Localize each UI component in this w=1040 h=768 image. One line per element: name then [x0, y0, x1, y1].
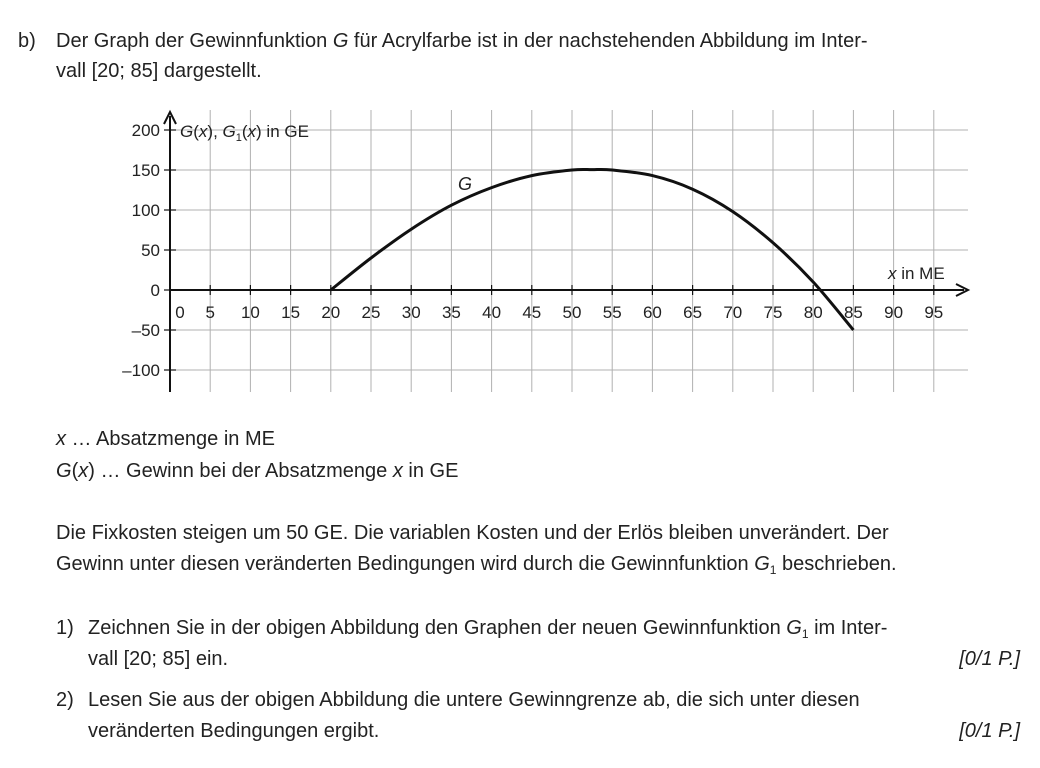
x-tick-label: 25: [361, 303, 381, 322]
x-tick-label: 45: [522, 303, 542, 322]
task-1-number: 1): [56, 617, 74, 639]
task-2-number: 2): [56, 689, 74, 711]
x-tick-label: 0: [175, 303, 185, 322]
definition-G: G(x) … Gewinn bei der Absatzmenge x in GE: [56, 460, 459, 482]
x-tick-label: 15: [281, 303, 301, 322]
y-axis-label: G(x), $G_1(x)$ in GE: [180, 122, 309, 144]
y-tick-label: 100: [131, 201, 160, 220]
chart-grid: [170, 110, 968, 392]
x-tick-label: 80: [803, 303, 823, 322]
part-label: b): [18, 30, 36, 52]
task-2-points: [0/1 P.]: [959, 720, 1020, 742]
x-tick-label: 75: [763, 303, 783, 322]
chart-axes: [164, 112, 968, 392]
x-tick-label: 90: [884, 303, 904, 322]
x-tick-label: 10: [240, 303, 260, 322]
x-tick-label: 60: [642, 303, 662, 322]
y-tick-label: –100: [122, 361, 160, 380]
x-tick-label: 5: [205, 303, 215, 322]
task-2-line-1: Lesen Sie aus der obigen Abbildung die untere Gewinngrenze ab, die sich unter diesen: [88, 689, 860, 711]
y-tick-label: 50: [141, 241, 160, 260]
y-tick-label: 150: [131, 161, 160, 180]
curve-label-G: G: [458, 174, 473, 194]
y-tick-label: –50: [131, 321, 160, 340]
x-tick-label: 35: [441, 303, 461, 322]
definition-x: x … Absatzmenge in ME: [56, 428, 275, 450]
paragraph-line-2: Gewinn unter diesen veränderten Bedingungen wird durch die Gewinnfunktion $G_1$ beschrieben.: [56, 553, 897, 577]
x-tick-label: 50: [562, 303, 582, 322]
task-1-line-2: vall [20; 85] ein.: [88, 648, 229, 670]
x-tick-label: 95: [924, 303, 944, 322]
x-tick-label: 40: [482, 303, 502, 322]
intro-line-1: Der Graph der Gewinnfunktion G für Acrylfarbe ist in der nachstehenden Abbildung im Inter-: [56, 30, 868, 52]
y-tick-label: 200: [131, 121, 160, 140]
task-1-points: [0/1 P.]: [959, 648, 1020, 670]
x-tick-label: 55: [602, 303, 622, 322]
x-axis-label: x in ME: [888, 264, 945, 283]
paragraph-line-1: Die Fixkosten steigen um 50 GE. Die variablen Kosten und der Erlös bleiben unverändert. Der: [56, 522, 889, 544]
x-tick-label: 65: [683, 303, 703, 322]
intro-line-2: vall [20; 85] dargestellt.: [56, 60, 262, 82]
task-2-line-2: veränderten Bedingungen ergibt.: [88, 720, 380, 742]
task-1-line-1: Zeichnen Sie in der obigen Abbildung den Graphen der neuen Gewinnfunktion $G_1$ im Inter-: [88, 617, 888, 641]
y-tick-label: 0: [150, 281, 160, 300]
x-tick-label: 70: [723, 303, 743, 322]
x-tick-label: 30: [401, 303, 421, 322]
x-tick-label: 20: [321, 303, 341, 322]
x-tick-label: 85: [843, 303, 863, 322]
